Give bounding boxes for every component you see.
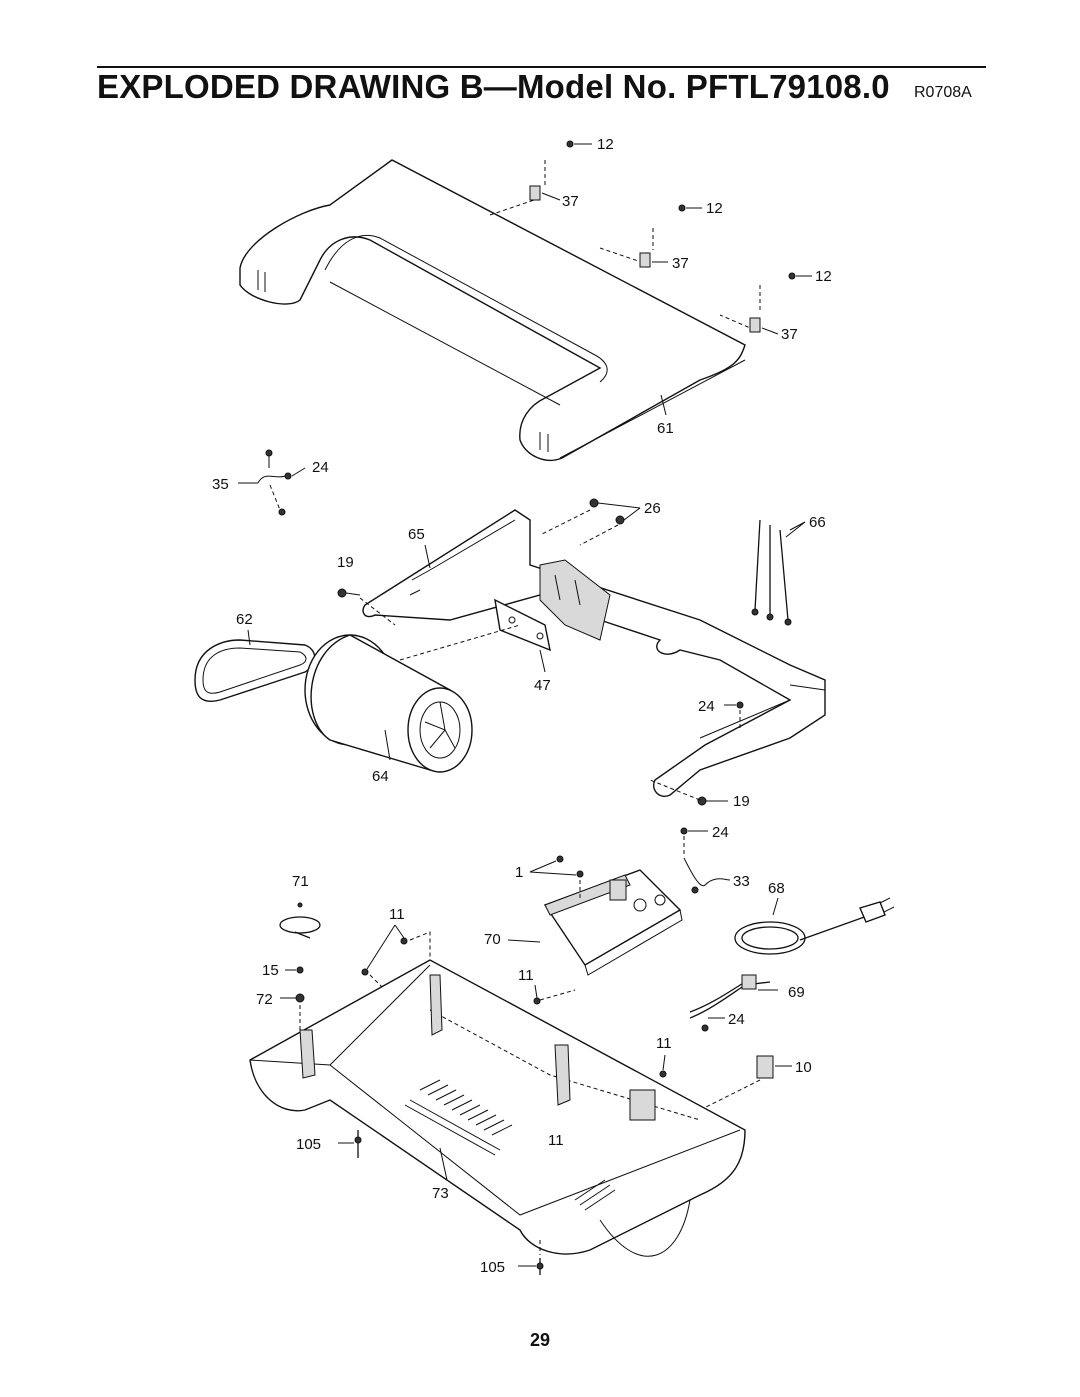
callout-72: 72 [256, 991, 273, 1008]
callout-11: 11 [656, 1035, 672, 1052]
callout-33: 33 [733, 873, 750, 890]
callout-10: 10 [795, 1059, 812, 1076]
drawing-code: R0708A [914, 84, 972, 101]
drive-belt [195, 640, 315, 701]
callout-12: 12 [815, 268, 832, 285]
callout-73: 73 [432, 1185, 449, 1202]
callout-68: 68 [768, 880, 785, 897]
hood-cover [240, 160, 745, 460]
callout-1: 1 [515, 864, 524, 881]
callout-64: 64 [372, 768, 389, 785]
callout-12: 12 [706, 200, 723, 217]
callout-69: 69 [788, 984, 805, 1001]
circuit-breaker [700, 1056, 792, 1110]
callout-61: 61 [657, 420, 674, 437]
callout-11: 11 [548, 1132, 564, 1149]
callout-105: 105 [480, 1259, 506, 1276]
callout-24: 24 [712, 824, 729, 841]
callout-70: 70 [484, 931, 501, 948]
callout-105: 105 [296, 1136, 322, 1153]
callout-62: 62 [236, 611, 253, 628]
callout-37: 37 [562, 193, 579, 210]
wire-ties [752, 520, 805, 625]
callout-37: 37 [672, 255, 689, 272]
callout-24: 24 [728, 1011, 745, 1028]
callout-24: 24 [312, 459, 329, 476]
callout-19: 19 [733, 793, 750, 810]
drive-motor [305, 625, 520, 772]
callout-37: 37 [781, 326, 798, 343]
callout-15: 15 [262, 962, 279, 979]
motor-plate [495, 600, 550, 650]
callout-71: 71 [292, 873, 309, 890]
callout-24: 24 [698, 698, 715, 715]
callout-26: 26 [644, 500, 661, 517]
page-title: EXPLODED DRAWING B—Model No. PFTL79108.0 [97, 68, 890, 105]
page-number: 29 [529, 1330, 551, 1350]
callout-11: 11 [389, 906, 405, 923]
callout-35: 35 [212, 476, 229, 493]
controller-board [545, 870, 682, 975]
callout-65: 65 [408, 526, 425, 543]
speed-sensor [280, 903, 320, 1030]
callout-19: 19 [337, 554, 354, 571]
motor-hood-base [250, 960, 745, 1256]
callout-11: 11 [518, 967, 534, 984]
callout-47: 47 [534, 677, 551, 694]
power-cord [735, 898, 894, 954]
callout-12: 12 [597, 136, 614, 153]
callout-66: 66 [809, 514, 826, 531]
